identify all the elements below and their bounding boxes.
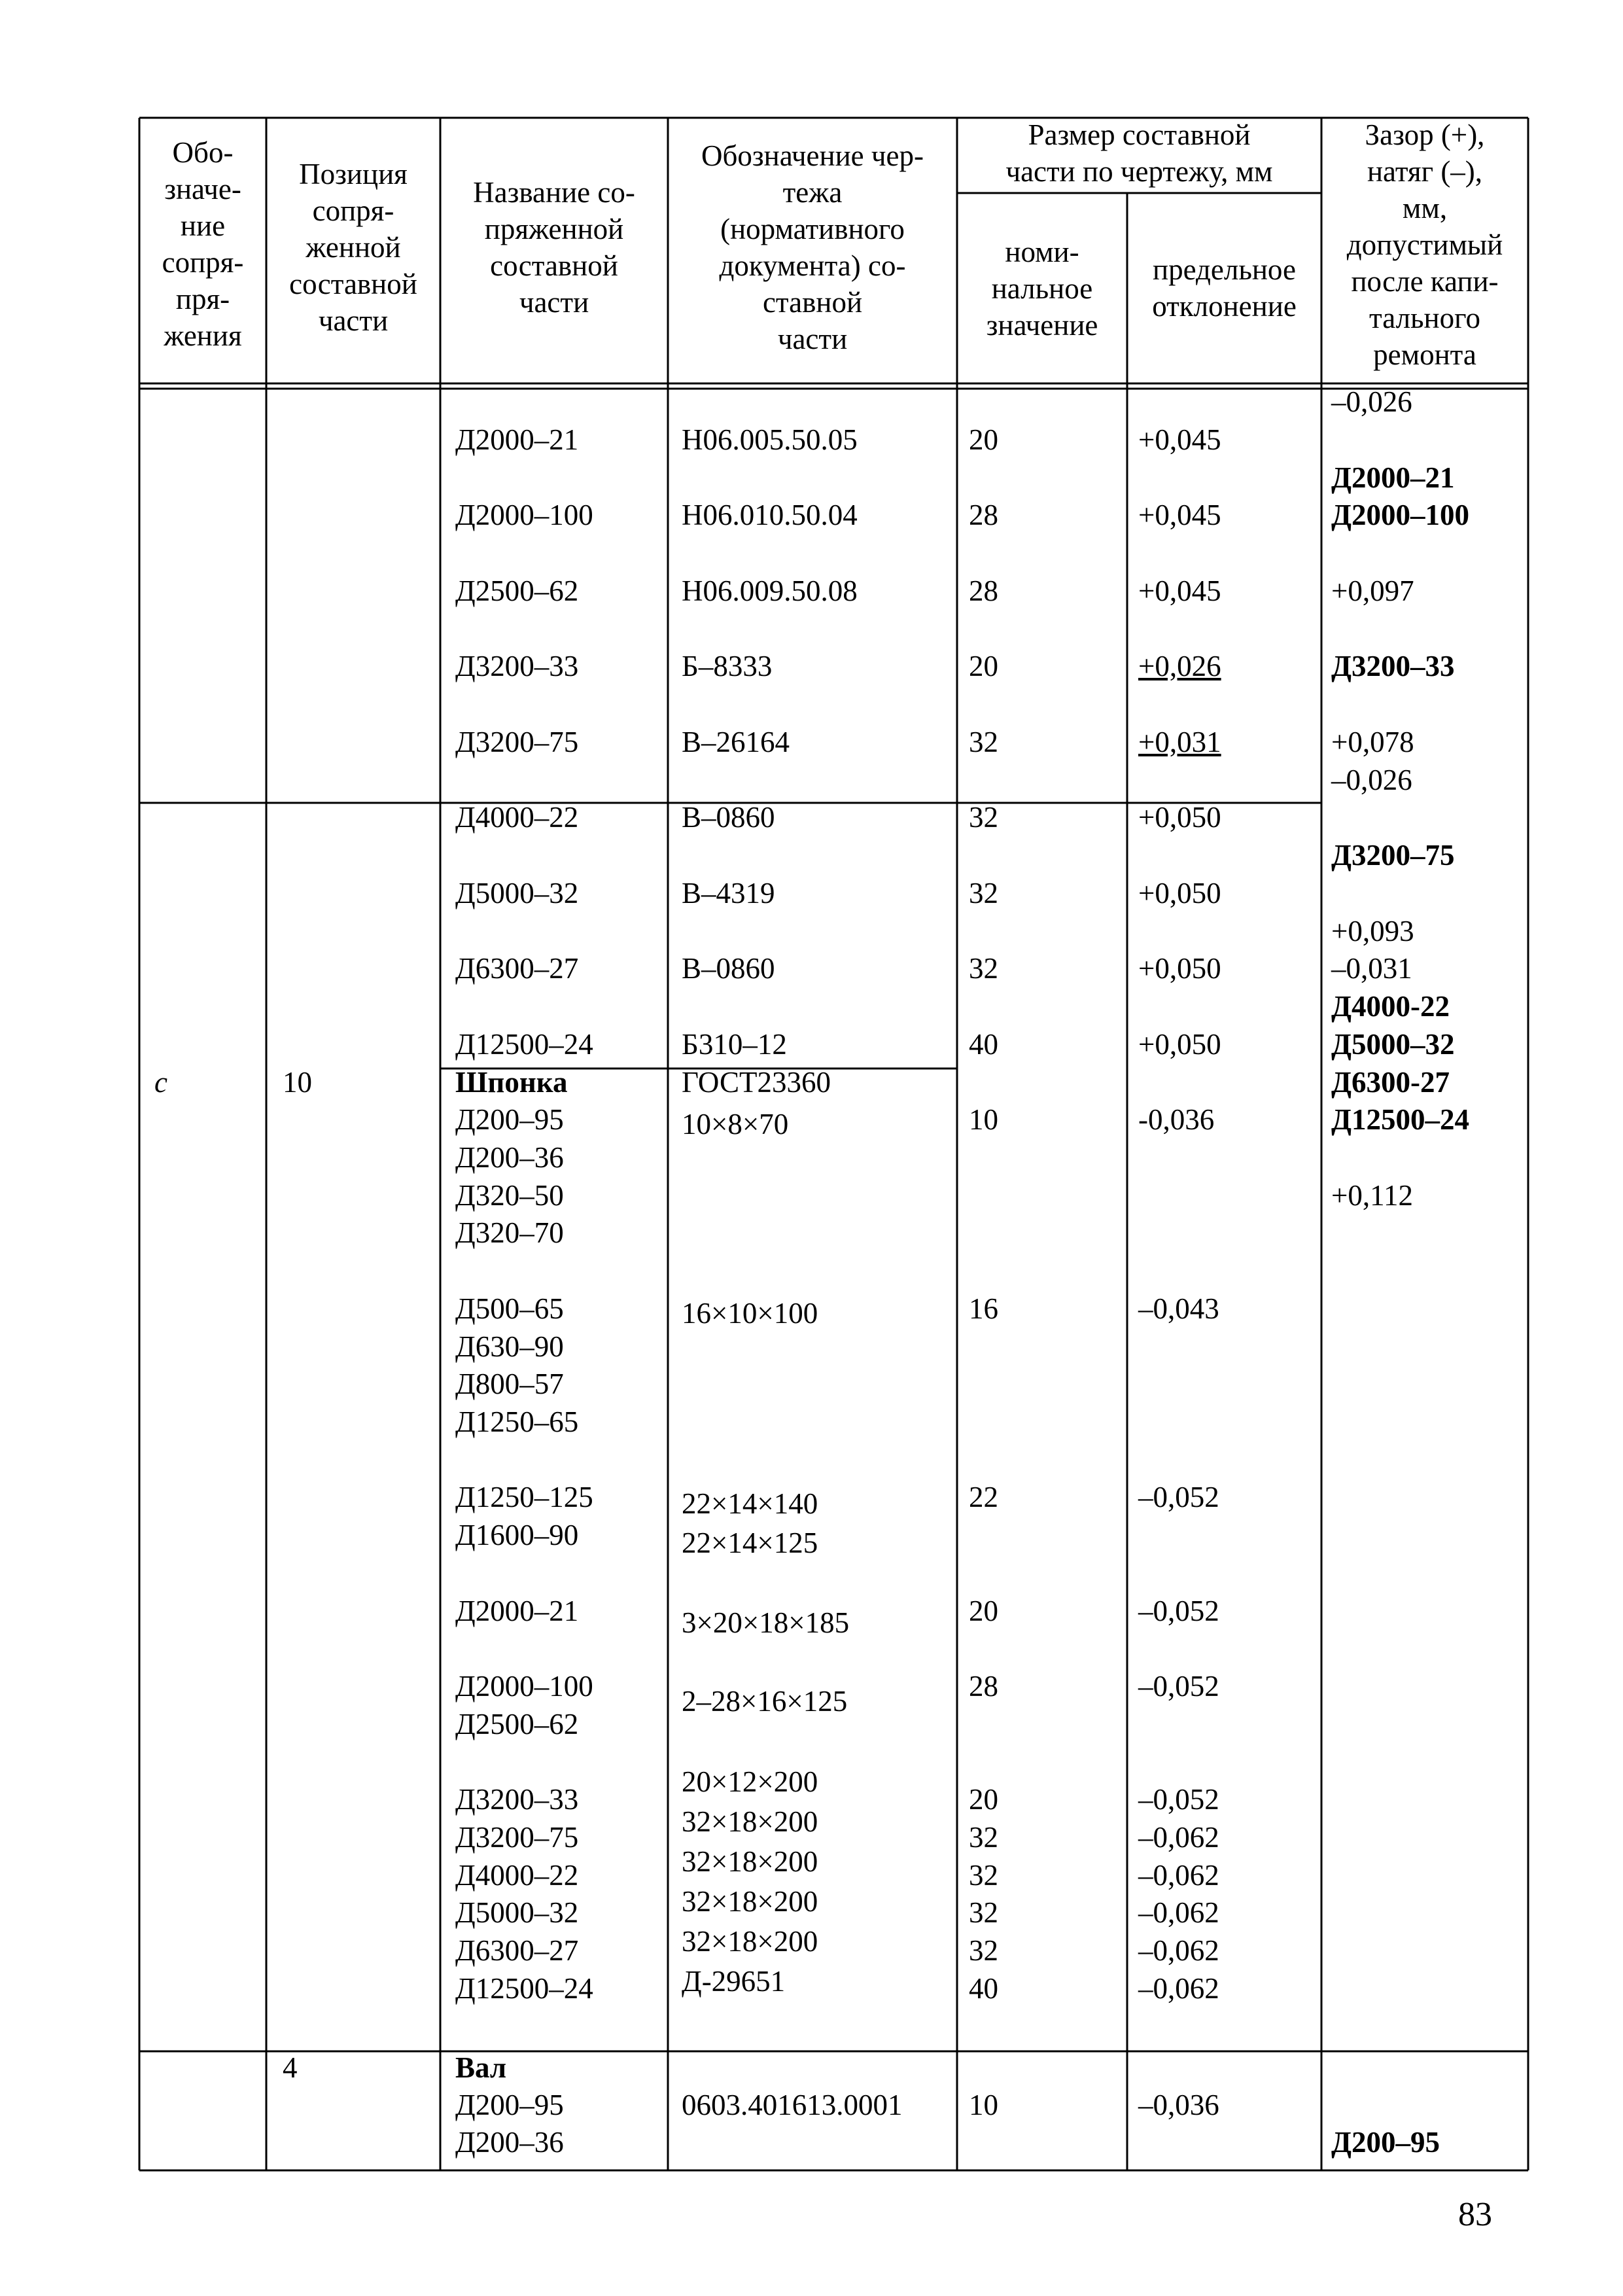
drawing-number: В–26164: [682, 726, 790, 758]
nominal-value: 32: [969, 952, 998, 985]
part-name: Д200–36: [455, 1141, 564, 1174]
clearance-reference: Д4000-22: [1331, 990, 1450, 1023]
part-name: Д2500–62: [455, 574, 579, 607]
part-name: Д6300–27: [455, 952, 579, 985]
nominal-value: 20: [969, 1595, 998, 1627]
deviation-value: +0,050: [1138, 877, 1221, 910]
nominal-value: 32: [969, 1859, 998, 1892]
nominal-value: 40: [969, 1028, 998, 1061]
deviation-value: –0,052: [1138, 1595, 1219, 1627]
clearance-value: +0,078: [1331, 726, 1414, 758]
nominal-value: 32: [969, 1896, 998, 1929]
part-title: Шпонка: [455, 1066, 568, 1099]
part-name: Д320–70: [455, 1216, 564, 1249]
header-part-name: Название со- пряженной составной части: [473, 176, 635, 319]
deviation-value: –0,043: [1138, 1292, 1219, 1325]
drawing-number: В–0860: [682, 952, 775, 985]
header-deviation: предельное отклонение: [1152, 253, 1297, 323]
part-name: Д12500–24: [455, 1028, 593, 1061]
part-name: Д320–50: [455, 1179, 564, 1212]
drawing-number: Б–8333: [682, 650, 773, 682]
part-name: Д200–95: [455, 1103, 564, 1136]
header-position: Позиция сопря- женной составной части: [289, 158, 417, 337]
nominal-value: 32: [969, 1821, 998, 1854]
drawing-number: 22×14×125: [682, 1527, 818, 1559]
nominal-value: 28: [969, 1670, 998, 1703]
deviation-value: –0,062: [1138, 1896, 1219, 1929]
part-name: Д2000–21: [455, 1595, 579, 1627]
drawing-number: Н06.010.50.04: [682, 499, 858, 531]
mate-designation: с: [154, 1066, 167, 1099]
drawing-number: 32×18×200: [682, 1885, 818, 1918]
clearance-reference: Д3200–75: [1331, 839, 1455, 872]
deviation-value: –0,062: [1138, 1972, 1219, 2005]
part-name: Д5000–32: [455, 877, 579, 910]
clearance-value: –0,031: [1331, 952, 1412, 985]
nominal-value: 32: [969, 726, 998, 758]
part-title: Вал: [455, 2051, 507, 2084]
part-name: Д3200–33: [455, 1783, 579, 1816]
clearance-reference: Д200–95: [1331, 2126, 1440, 2159]
deviation-value: +0,045: [1138, 574, 1221, 607]
nominal-value: 28: [969, 499, 998, 531]
header-nominal: номи- нальное значение: [986, 236, 1098, 342]
header-drawing-designation: Обозначение чер- тежа (нормативного документа) со- ставной части: [701, 139, 924, 355]
drawing-number: Д-29651: [682, 1965, 786, 1998]
part-name: Д2000–21: [455, 423, 579, 456]
drawing-number: 0603.401613.0001: [682, 2089, 903, 2121]
deviation-value: –0,052: [1138, 1783, 1219, 1816]
part-name: Д2500–62: [455, 1708, 579, 1740]
clearance-reference: Д2000–100: [1331, 499, 1469, 531]
clearance-reference: Д3200–33: [1331, 650, 1455, 682]
nominal-value: 32: [969, 1934, 998, 1967]
deviation-value: -0,036: [1138, 1103, 1215, 1136]
nominal-value: 10: [969, 1103, 998, 1136]
clearance-value: –0,026: [1331, 385, 1412, 418]
deviation-value: +0,045: [1138, 499, 1221, 531]
clearance-value: +0,112: [1331, 1179, 1413, 1212]
header-size-group: Размер составной части по чертежу, мм: [1005, 118, 1273, 188]
deviation-value: –0,052: [1138, 1481, 1219, 1513]
clearance-reference: Д5000–32: [1331, 1028, 1455, 1061]
part-name: Д4000–22: [455, 801, 579, 834]
deviation-value: –0,036: [1138, 2089, 1219, 2121]
header-clearance: Зазор (+), натяг (–), мм, допустимый после капи- тального ремонта: [1346, 118, 1503, 371]
clearance-reference: Д12500–24: [1331, 1103, 1469, 1136]
drawing-number: 32×18×200: [682, 1805, 818, 1838]
header-designation: Обо- значе- ние сопря- пря- жения: [162, 136, 244, 352]
part-name: Д4000–22: [455, 1859, 579, 1892]
drawing-number: В–0860: [682, 801, 775, 834]
clearance-reference: Д6300-27: [1331, 1066, 1450, 1099]
drawing-number: 3×20×18×185: [682, 1606, 850, 1639]
drawing-number: Н06.009.50.08: [682, 574, 858, 607]
part-name: Д2000–100: [455, 1670, 593, 1703]
nominal-value: 32: [969, 877, 998, 910]
part-name: Д6300–27: [455, 1934, 579, 1967]
deviation-value: –0,062: [1138, 1859, 1219, 1892]
nominal-value: 20: [969, 423, 998, 456]
part-name: Д3200–75: [455, 1821, 579, 1854]
part-name: Д800–57: [455, 1368, 564, 1400]
clearance-value: +0,097: [1331, 574, 1414, 607]
nominal-value: 22: [969, 1481, 998, 1513]
drawing-number: 22×14×140: [682, 1487, 818, 1520]
drawing-number: Б310–12: [682, 1028, 787, 1061]
deviation-value: –0,062: [1138, 1821, 1219, 1854]
nominal-value: 40: [969, 1972, 998, 2005]
drawing-number: Н06.005.50.05: [682, 423, 858, 456]
part-name: Д630–90: [455, 1330, 564, 1363]
deviation-value: +0,031: [1138, 726, 1221, 758]
part-name: Д1600–90: [455, 1519, 579, 1551]
drawing-number: В–4319: [682, 877, 775, 910]
drawing-number: 32×18×200: [682, 1845, 818, 1878]
clearance-reference: Д2000–21: [1331, 461, 1455, 494]
page-number: 83: [1458, 2196, 1492, 2233]
drawing-number: 20×12×200: [682, 1765, 818, 1798]
drawing-number: 10×8×70: [682, 1108, 789, 1140]
nominal-value: 10: [969, 2089, 998, 2121]
deviation-value: +0,050: [1138, 1028, 1221, 1061]
deviation-value: +0,045: [1138, 423, 1221, 456]
part-name: Д3200–33: [455, 650, 579, 682]
drawing-number: ГОСТ23360: [682, 1066, 831, 1099]
part-name: Д12500–24: [455, 1972, 593, 2005]
part-name: Д1250–65: [455, 1405, 579, 1438]
deviation-value: +0,050: [1138, 952, 1221, 985]
nominal-value: 20: [969, 650, 998, 682]
part-name: Д200–36: [455, 2126, 564, 2159]
deviation-value: –0,062: [1138, 1934, 1219, 1967]
deviation-value: +0,026: [1138, 650, 1221, 682]
drawing-number: 32×18×200: [682, 1925, 818, 1958]
part-name: Д3200–75: [455, 726, 579, 758]
clearance-value: –0,026: [1331, 764, 1412, 796]
part-position: 4: [283, 2051, 298, 2084]
deviation-value: –0,052: [1138, 1670, 1219, 1703]
part-name: Д200–95: [455, 2089, 564, 2121]
nominal-value: 16: [969, 1292, 998, 1325]
part-name: Д2000–100: [455, 499, 593, 531]
nominal-value: 28: [969, 574, 998, 607]
drawing-number: 2–28×16×125: [682, 1685, 848, 1718]
part-name: Д5000–32: [455, 1896, 579, 1929]
deviation-value: +0,050: [1138, 801, 1221, 834]
part-name: Д1250–125: [455, 1481, 593, 1513]
nominal-value: 32: [969, 801, 998, 834]
drawing-number: 16×10×100: [682, 1297, 818, 1330]
part-position: 10: [283, 1066, 312, 1099]
clearance-value: +0,093: [1331, 915, 1414, 947]
part-name: Д500–65: [455, 1292, 564, 1325]
nominal-value: 20: [969, 1783, 998, 1816]
